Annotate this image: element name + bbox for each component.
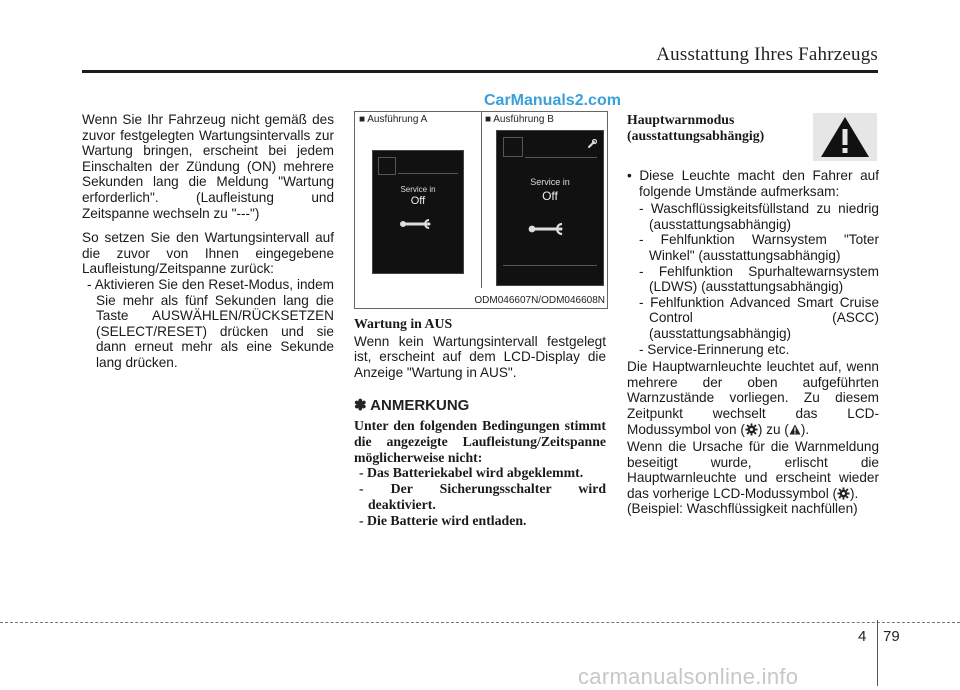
- hauptwarnmodus-heading: Hauptwarnmodus (ausstattungsabhängig): [627, 112, 765, 143]
- wrench-small-icon: [587, 139, 597, 149]
- right-p1-end: ).: [800, 421, 810, 437]
- right-sub-item-5: - Service-Erinnerung etc.: [639, 341, 790, 357]
- right-sub-item-2: - Fehlfunktion Warnsystem "Toter Winkel" (ausstattungsabhängig): [639, 232, 879, 263]
- watermark-top: CarManuals2.com: [484, 92, 621, 109]
- lcd-b-top-line: [525, 157, 597, 158]
- wrench-icon: [527, 221, 571, 237]
- right-p2-text: Wenn die Ursache für die Warnmeldung beseitigt wurde, erlischt die Hauptwarnleuchte und erscheint wieder das vorherige LCD-Modussymbol (: [627, 439, 879, 501]
- lcd-b-title: Service in: [530, 177, 570, 187]
- lcd-screen-a: [372, 150, 464, 274]
- wartung-heading: Wartung in AUS: [354, 316, 453, 331]
- warning-triangle-small-icon: [789, 424, 801, 435]
- note-line-1: Unter den folgenden Bedingungen stimmt die angezeigte Laufleistung/Zeitspanne möglicherweise nicht:: [354, 418, 606, 465]
- left-paragraph-1: Wenn Sie Ihr Fahrzeug nicht gemäß des zuvor festgelegten Wartungsintervalls zur Wartung bringen, erscheint bei jedem Einschalten der Zündung (ON) mehrere Sekunden lang die Meldung "Wartung erforderlich". (Laufleistung und Zeitspanne wechseln zu "---"): [82, 112, 334, 221]
- right-sub-item-3: - Fehlfunktion Spurhaltewarnsystem (LDWS) (ausstattungsabhängig): [639, 263, 879, 295]
- lcd-b-value: Off: [542, 189, 558, 203]
- right-sub-item-4: - Fehlfunktion Advanced Smart Cruise Control (ASCC) (ausstattungsabhängig): [639, 294, 879, 341]
- lcd-a-corner-box: [378, 157, 396, 175]
- right-paragraph-1: [627, 359, 879, 437]
- lcd-b-corner-box: [503, 137, 523, 157]
- note-body: [354, 418, 606, 529]
- page-number: 79: [883, 628, 900, 645]
- right-column: [627, 112, 879, 526]
- footer-rule: [0, 622, 960, 623]
- left-paragraph-2: So setzen Sie den Wartungsintervall auf die zuvor von Ihnen eingegebene Laufleistung/Zeitspanne zurück:: [82, 230, 334, 277]
- lcd-b-bottom-line: [503, 265, 597, 266]
- figure-label-b: ■ Ausführung B: [485, 114, 554, 125]
- page-number-separator: [877, 620, 878, 686]
- left-list-item-1: - Aktivieren Sie den Reset-Modus, indem Sie mehr als fünf Sekunden lang die Taste AUSWÄHLEN/RÜCKSETZEN (SELECT/RESET) drücken und sie dann erneut mehr als eine Sekunde lang drücken.: [87, 276, 334, 370]
- note-item-1: - Das Batteriekabel wird abgeklemmt.: [359, 465, 584, 481]
- lcd-a-value: Off: [410, 195, 426, 207]
- figure-code: ODM046607N/ODM046608N: [474, 295, 605, 306]
- right-sub-item-1: - Waschflüssigkeitsfüllstand zu niedrig (ausstattungsabhängig): [639, 201, 879, 232]
- lcd-a-title: Service in: [400, 185, 436, 194]
- right-paragraph-2: [627, 439, 879, 501]
- middle-column: [354, 316, 606, 389]
- left-column: [82, 112, 334, 371]
- note-title: ✽ ANMERKUNG: [354, 397, 470, 414]
- figure-label-a: ■ Ausführung A: [359, 114, 428, 125]
- header-rule: [82, 70, 878, 73]
- watermark-bottom: carmanualsonline.info: [578, 664, 799, 689]
- note-item-2: - Der Sicherungsschalter wird deaktiviert.: [359, 481, 606, 512]
- lcd-a-top-line: [398, 173, 458, 174]
- figure-panel: [354, 111, 608, 309]
- wartung-paragraph: Wenn kein Wartungsintervall festgelegt ist, erscheint auf dem LCD-Display die Anzeige "Wartung in AUS".: [354, 333, 606, 380]
- wrench-icon: [399, 217, 437, 231]
- figure-divider: [481, 112, 482, 288]
- gear-icon: [745, 423, 758, 436]
- chapter-number: 4: [858, 628, 867, 645]
- right-paragraph-3: (Beispiel: Waschflüssigkeit nachfüllen): [627, 501, 858, 517]
- right-p2-end: ).: [850, 485, 859, 501]
- note-item-3: - Die Batterie wird entladen.: [359, 512, 527, 528]
- gear-icon: [837, 487, 850, 500]
- lcd-screen-b: [496, 130, 604, 286]
- right-p1-text: Die Hauptwarnleuchte leuchtet auf, wenn mehrere der oben aufgeführten Warnzustände vorliegen. Zu diesem Zeitpunkt wechselt das LCD-Modussymbol von (: [627, 359, 879, 437]
- right-p1-mid: ) zu (: [757, 421, 789, 437]
- right-bullet: • Diese Leuchte macht den Fahrer auf folgende Umstände aufmerksam:: [627, 168, 879, 199]
- page-header-title: Ausstattung Ihres Fahrzeugs: [656, 44, 878, 65]
